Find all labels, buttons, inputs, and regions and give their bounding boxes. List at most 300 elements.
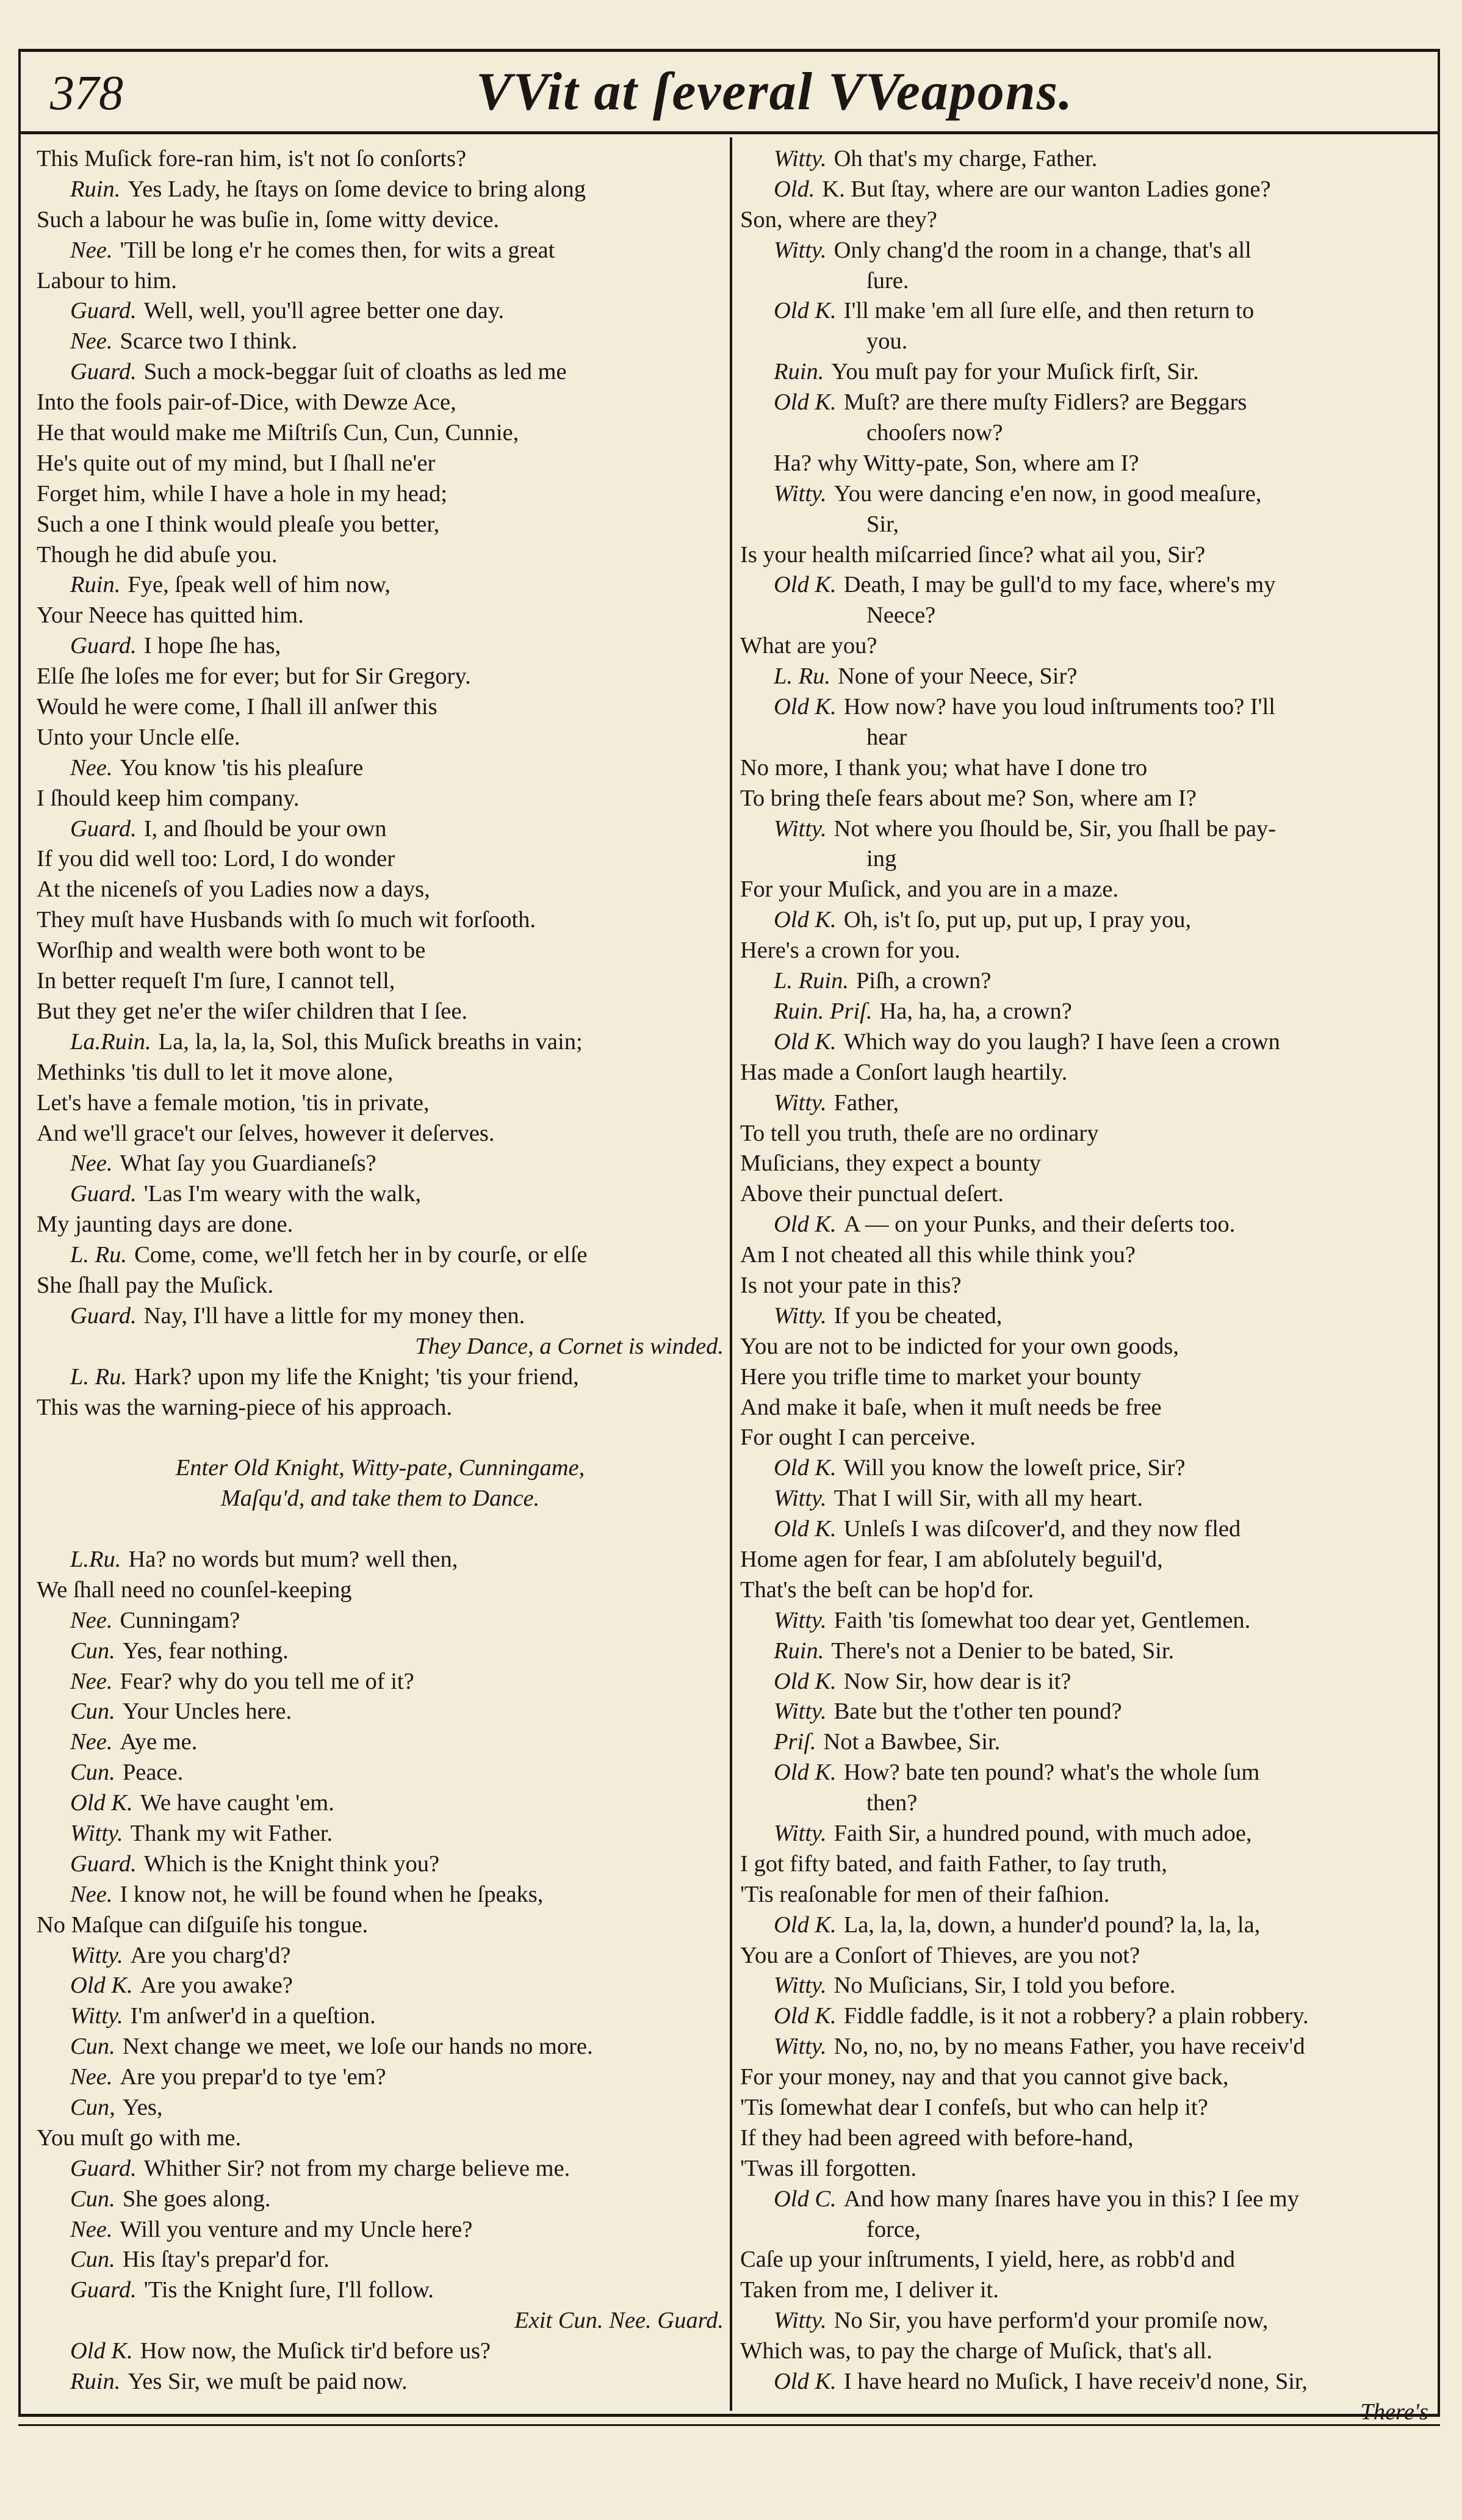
speaker-name: Old K. xyxy=(774,298,837,324)
line-text: La, la, la, la, Sol, this Muſick breaths in vain; xyxy=(158,1028,583,1055)
line-text: force, xyxy=(866,2216,921,2242)
line-text: 'Tis the Knight ſure, I'll follow. xyxy=(143,2277,434,2303)
speaker-name: Old K. xyxy=(774,572,837,598)
line-text: Now Sir, how dear is it? xyxy=(843,1668,1071,1694)
speaker-name: Ruin. xyxy=(774,1637,824,1664)
line-text: For your Muſick, and you are in a maze. xyxy=(740,876,1119,903)
line-text: And make it baſe, when it muſt needs be free xyxy=(740,1394,1162,1420)
speaker-name: Nee. xyxy=(70,237,113,263)
line-text: To tell you truth, theſe are no ordinary xyxy=(740,1120,1099,1146)
line-text: You are not to be indicted for your own goods, xyxy=(740,1333,1179,1359)
line-text: No, no, no, by no means Father, you have receiv'd xyxy=(834,2034,1305,2060)
text-line xyxy=(37,418,724,449)
text-line xyxy=(740,936,1428,966)
line-text: then? xyxy=(866,1790,918,1816)
line-text: My jaunting days are done. xyxy=(37,1211,293,1238)
line-text: Such a mock-beggar ſuit of cloaths as led me xyxy=(143,359,567,385)
speaker-name: Cun. xyxy=(70,1760,115,1786)
text-line xyxy=(740,1362,1428,1393)
line-text: Has made a Conſort laugh heartily. xyxy=(740,1059,1068,1085)
line-text: Whither Sir? not from my charge believe me. xyxy=(143,2155,571,2181)
text-line xyxy=(740,1545,1428,1575)
line-text: What ſay you Guardianeſs? xyxy=(120,1150,376,1177)
line-text: hear xyxy=(866,724,907,750)
line-text: Muſicians, they expect a bounty xyxy=(740,1150,1041,1177)
line-text: I got fifty bated, and faith Father, to ſay truth, xyxy=(740,1850,1167,1877)
text-line xyxy=(740,510,1428,540)
line-text: If you did well too: Lord, I do wonder xyxy=(37,846,395,872)
text-line xyxy=(37,1210,724,1240)
line-text: Scarce two I think. xyxy=(120,328,298,355)
text-line xyxy=(740,1423,1428,1453)
text-line xyxy=(740,1119,1428,1149)
text-line xyxy=(740,631,1428,662)
text-line xyxy=(740,2245,1428,2275)
right-column xyxy=(740,144,1428,2428)
line-text: Unleſs I was diſcover'd, and they now fled xyxy=(843,1516,1241,1542)
text-line xyxy=(740,175,1428,205)
text-line xyxy=(740,1514,1428,1545)
text-line xyxy=(37,875,724,905)
speaker-name: L. Ruin. xyxy=(774,968,849,994)
text-line xyxy=(740,692,1428,723)
text-line xyxy=(37,205,724,236)
text-line xyxy=(740,844,1428,875)
text-line xyxy=(37,2184,724,2215)
text-line xyxy=(740,2367,1428,2397)
text-line xyxy=(740,723,1428,753)
speaker-name: Old. xyxy=(774,176,815,202)
stage-direction xyxy=(37,1484,724,1514)
line-text: Maſqu'd, and take them to Dance. xyxy=(220,1486,540,1512)
text-line xyxy=(740,2275,1428,2306)
line-text: Piſh, a crown? xyxy=(856,968,992,994)
text-line xyxy=(37,357,724,388)
line-text: That I will Sir, with all my heart. xyxy=(834,1486,1143,1512)
speaker-name: Guard. xyxy=(70,1850,137,1877)
speaker-name: Old K. xyxy=(774,2003,837,2029)
line-text: Oh, is't ſo, put up, put up, I pray you, xyxy=(843,907,1192,933)
speaker-name: Nee. xyxy=(70,328,113,355)
text-line xyxy=(37,1119,724,1149)
text-line xyxy=(740,327,1428,357)
line-text: Neece? xyxy=(866,602,936,629)
text-line xyxy=(37,296,724,327)
speaker-name: Old K. xyxy=(774,1912,837,1938)
line-text: There's xyxy=(1360,2399,1428,2425)
text-line xyxy=(37,144,724,175)
text-line xyxy=(740,144,1428,175)
line-text: And we'll grace't our ſelves, however it deſerves. xyxy=(37,1120,495,1146)
line-text: Forget him, while I have a hole in my head; xyxy=(37,480,447,507)
line-text: ing xyxy=(866,846,897,872)
speaker-name: Guard. xyxy=(70,1181,137,1207)
speaker-name: Guard. xyxy=(70,1302,137,1329)
speaker-name: Nee. xyxy=(70,1729,113,1755)
line-text: Only chang'd the room in a change, that's all xyxy=(834,237,1251,263)
line-text: I know not, he will be found when he ſpeaks, xyxy=(120,1881,544,1907)
text-line xyxy=(37,236,724,266)
line-text: A — on your Punks, and their deſerts too. xyxy=(843,1211,1236,1238)
speaker-name: L. Ru. xyxy=(70,1242,128,1268)
speaker-name: Guard. xyxy=(70,298,137,324)
line-text: Muſt? are there muſty Fidlers? are Beggars xyxy=(843,389,1247,416)
text-line xyxy=(37,175,724,205)
speaker-name: Ruin. xyxy=(774,359,824,385)
speaker-name: Witty. xyxy=(774,1089,827,1116)
line-text: Sir, xyxy=(866,511,899,537)
speaker-name: Ruin. xyxy=(70,2369,121,2395)
column-divider xyxy=(730,137,732,2411)
line-text: 'Till be long e'r he comes then, for wits a great xyxy=(120,237,555,263)
line-text: Which way do you laugh? I have ſeen a crown xyxy=(843,1028,1280,1055)
text-line xyxy=(740,2306,1428,2336)
line-text: How now? have you loud inſtruments too? I'll xyxy=(843,694,1275,720)
line-text: They Dance, a Cornet is winded. xyxy=(415,1333,724,1359)
line-text: You were dancing e'en now, in good meaſure, xyxy=(834,480,1262,507)
line-text: Home agen for fear, I am abſolutely beguil'd, xyxy=(740,1546,1163,1572)
line-text: His ſtay's prepar'd for. xyxy=(122,2247,329,2273)
line-text: Are you charg'd? xyxy=(130,1942,291,1968)
text-line xyxy=(37,327,724,357)
blank-line xyxy=(37,1514,724,1545)
text-line xyxy=(740,1910,1428,1941)
speaker-name: Old K. xyxy=(774,1668,837,1694)
text-line xyxy=(740,540,1428,571)
line-text: Oh that's my charge, Father. xyxy=(834,146,1098,171)
text-line xyxy=(740,1758,1428,1788)
stage-direction xyxy=(37,1332,724,1362)
text-line xyxy=(740,1179,1428,1210)
speaker-name: Nee. xyxy=(70,1150,113,1177)
line-text: But they get ne'er the wiſer children that I ſee. xyxy=(37,998,468,1024)
text-line xyxy=(37,1240,724,1271)
text-line xyxy=(740,753,1428,784)
line-text: Will you know the loweſt price, Sir? xyxy=(843,1455,1186,1481)
speaker-name: Old K. xyxy=(70,1790,133,1816)
line-text: Ha, ha, ha, a crown? xyxy=(879,998,1072,1024)
speaker-name: Old C. xyxy=(774,2186,837,2212)
text-line xyxy=(740,2032,1428,2062)
left-column xyxy=(37,144,724,2397)
line-text: You know 'tis his pleaſure xyxy=(120,754,364,781)
line-text: Here's a crown for you. xyxy=(740,937,960,964)
line-text: I have heard no Muſick, I have receiv'd none, Sir, xyxy=(843,2369,1308,2395)
text-line xyxy=(740,1606,1428,1636)
line-text: At the niceneſs of you Ladies now a days, xyxy=(37,876,430,903)
speaker-name: Cun. xyxy=(70,2034,115,2060)
speaker-name: Witty. xyxy=(774,2034,827,2060)
line-text: Though he did abuſe you. xyxy=(37,541,278,568)
text-line xyxy=(740,2154,1428,2184)
speaker-name: Old K. xyxy=(774,694,837,720)
text-line xyxy=(740,997,1428,1027)
text-line xyxy=(740,570,1428,601)
text-line xyxy=(740,1149,1428,1179)
line-text: I'll make 'em all ſure elſe, and then return to xyxy=(843,298,1255,324)
speaker-name: La.Ruin. xyxy=(70,1028,151,1055)
line-text: That's the beſt can be hop'd for. xyxy=(740,1576,1034,1603)
text-line xyxy=(740,1393,1428,1423)
line-text: I ſhould keep him company. xyxy=(37,785,300,811)
text-line xyxy=(740,1210,1428,1240)
speaker-name: Old K. xyxy=(70,1973,133,1999)
line-text: Well, well, you'll agree better one day. xyxy=(143,298,505,324)
text-line xyxy=(740,905,1428,936)
speaker-name: Cun. xyxy=(70,1699,115,1725)
text-line xyxy=(37,2336,724,2367)
line-text: You muſt go with me. xyxy=(37,2125,242,2151)
text-line xyxy=(740,1332,1428,1362)
speaker-name: Witty. xyxy=(774,480,827,507)
line-text: Labour to him. xyxy=(37,267,177,294)
stage-direction xyxy=(37,1453,724,1484)
line-text: If they had been agreed with before-hand, xyxy=(740,2125,1134,2151)
line-text: La, la, la, down, a hunder'd pound? la, la, la, xyxy=(843,1912,1261,1938)
line-text: Aye me. xyxy=(120,1729,198,1755)
line-text: Son, where are they? xyxy=(740,206,937,233)
text-line xyxy=(37,1849,724,1880)
text-line xyxy=(37,266,724,297)
line-text: Yes Sir, we muſt be paid now. xyxy=(128,2369,408,2395)
line-text: Caſe up your inſtruments, I yield, here, as robb'd and xyxy=(740,2247,1235,2273)
line-text: What are you? xyxy=(740,633,877,659)
line-text: 'Tis reaſonable for men of their faſhion. xyxy=(740,1881,1110,1907)
line-text: Peace. xyxy=(122,1760,184,1786)
line-text: He's quite out of my mind, but I ſhall ne'er xyxy=(37,450,436,476)
line-text: None of your Neece, Sir? xyxy=(838,663,1078,690)
speaker-name: Witty. xyxy=(774,1607,827,1633)
text-line xyxy=(37,1027,724,1058)
line-text: How now, the Muſick tir'd before us? xyxy=(140,2338,491,2364)
text-line xyxy=(740,1697,1428,1727)
line-text: Elſe ſhe loſes me for ever; but for Sir Gregory. xyxy=(37,663,471,690)
text-line xyxy=(740,1667,1428,1697)
line-text: To bring theſe fears about me? Son, where am I? xyxy=(740,785,1197,811)
speaker-name: Nee. xyxy=(70,1607,113,1633)
text-line xyxy=(37,1301,724,1332)
line-text: For ought I can perceive. xyxy=(740,1424,976,1451)
text-line xyxy=(37,662,724,692)
line-text: You muſt pay for your Muſick firſt, Sir. xyxy=(831,359,1199,385)
line-text: Unto your Uncle elſe. xyxy=(37,724,240,750)
speaker-name: Witty. xyxy=(774,815,827,842)
text-line xyxy=(37,2215,724,2245)
speaker-name: Witty. xyxy=(70,1820,123,1846)
text-line xyxy=(740,1271,1428,1301)
text-line xyxy=(37,1393,724,1423)
speaker-name: Old K. xyxy=(774,1455,837,1481)
line-text: She goes along. xyxy=(122,2186,271,2212)
text-line xyxy=(740,2123,1428,2154)
speaker-name: Ruin. xyxy=(70,572,121,598)
speaker-name: Witty. xyxy=(774,1302,827,1329)
line-text: No Maſque can diſguiſe his tongue. xyxy=(37,1912,369,1938)
text-line xyxy=(37,1362,724,1393)
text-line xyxy=(740,2215,1428,2245)
header-rule xyxy=(18,131,1440,134)
speaker-name: Cun. xyxy=(70,1637,115,1664)
speaker-name: Witty. xyxy=(774,1486,827,1512)
text-line xyxy=(37,1727,724,1758)
line-text: Fiddle faddle, is it not a robbery? a plain robbery. xyxy=(843,2003,1309,2029)
text-line xyxy=(37,1088,724,1119)
text-line xyxy=(37,1179,724,1210)
text-line xyxy=(740,1027,1428,1058)
speaker-name: Witty. xyxy=(774,1699,827,1725)
line-text: And how many ſnares have you in this? I ſee my xyxy=(843,2186,1299,2212)
line-text: In better requeſt I'm ſure, I cannot tell, xyxy=(37,968,395,994)
text-line xyxy=(740,1301,1428,1332)
speaker-name: Old K. xyxy=(774,1760,837,1786)
line-text: you. xyxy=(866,328,908,355)
text-line xyxy=(37,2062,724,2093)
speaker-name: Witty. xyxy=(774,2308,827,2334)
speaker-name: Old K. xyxy=(774,1028,837,1055)
text-line xyxy=(740,1636,1428,1667)
line-text: Such a labour he was buſie in, ſome witty device. xyxy=(37,206,500,233)
text-line xyxy=(37,479,724,510)
text-line xyxy=(740,236,1428,266)
line-text: We ſhall need no counſel-keeping xyxy=(37,1576,352,1603)
speaker-name: L. Ru. xyxy=(70,1363,128,1390)
text-line xyxy=(37,784,724,814)
text-line xyxy=(37,1667,724,1697)
line-text: Enter Old Knight, Witty-pate, Cunningame, xyxy=(175,1455,585,1481)
text-line xyxy=(37,540,724,571)
line-text: I'm anſwer'd in a queſtion. xyxy=(130,2003,376,2029)
text-line xyxy=(37,2154,724,2184)
line-text: Are you prepar'd to tye 'em? xyxy=(120,2064,386,2090)
line-text: Methinks 'tis dull to let it move alone, xyxy=(37,1059,394,1085)
text-line xyxy=(37,1058,724,1088)
text-line xyxy=(740,2093,1428,2123)
text-line xyxy=(740,662,1428,692)
speaker-name: Old K. xyxy=(774,389,837,416)
text-line xyxy=(37,1971,724,2001)
text-line xyxy=(740,449,1428,479)
line-text: No Muſicians, Sir, I told you before. xyxy=(834,1973,1176,1999)
text-line xyxy=(37,1545,724,1575)
line-text: He that would make me Miſtriſs Cun, Cun, Cunnie, xyxy=(37,420,519,446)
line-text: Faith Sir, a hundred pound, with much adoe, xyxy=(834,1820,1252,1846)
speaker-name: Priſ. xyxy=(774,1729,816,1755)
speaker-name: Witty. xyxy=(774,1973,827,1999)
speaker-name: Guard. xyxy=(70,359,137,385)
text-line xyxy=(37,905,724,936)
text-line xyxy=(740,357,1428,388)
speaker-name: Nee. xyxy=(70,1881,113,1907)
line-text: They muſt have Husbands with ſo much wit forſooth. xyxy=(37,907,536,933)
speaker-name: Witty. xyxy=(774,146,827,171)
line-text: Bate but the t'other ten pound? xyxy=(834,1699,1122,1725)
text-line xyxy=(37,449,724,479)
blank-line xyxy=(37,1423,724,1453)
speaker-name: Cun. xyxy=(70,2186,115,2212)
line-text: Your Uncles here. xyxy=(122,1699,292,1725)
text-line xyxy=(37,2123,724,2154)
line-text: Your Neece has quitted him. xyxy=(37,602,304,629)
line-text: Not where you ſhould be, Sir, you ſhall be pay- xyxy=(834,815,1277,842)
running-title: VVit at ſeveral VVeapons. xyxy=(476,62,1073,121)
line-text: She ſhall pay the Muſick. xyxy=(37,1272,274,1298)
text-line xyxy=(740,2184,1428,2215)
line-text: Faith 'tis ſomewhat too dear yet, Gentlemen. xyxy=(834,1607,1251,1633)
text-line xyxy=(740,601,1428,631)
line-text: ſure. xyxy=(866,267,909,294)
line-text: No Sir, you have perform'd your promiſe now, xyxy=(834,2308,1269,2334)
text-line xyxy=(740,966,1428,997)
line-text: Death, I may be gull'd to my face, where's my xyxy=(843,572,1276,598)
text-line xyxy=(37,1271,724,1301)
line-text: There's not a Denier to be bated, Sir. xyxy=(831,1637,1175,1664)
line-text: How? bate ten pound? what's the whole ſum xyxy=(843,1760,1260,1786)
text-line xyxy=(740,2001,1428,2032)
text-line xyxy=(740,1453,1428,1484)
line-text: Are you awake? xyxy=(140,1973,293,1999)
line-text: Thank my wit Father. xyxy=(130,1820,333,1846)
text-line xyxy=(37,2245,724,2275)
text-line xyxy=(740,2336,1428,2367)
speaker-name: L.Ru. xyxy=(70,1546,121,1572)
speaker-name: Guard. xyxy=(70,2277,137,2303)
line-text: This Muſick fore-ran him, is't not ſo conſorts? xyxy=(37,146,467,171)
text-line xyxy=(37,844,724,875)
line-text: Nay, I'll have a little for my money then. xyxy=(143,1302,525,1329)
line-text: Into the fools pair-of-Dice, with Dewze Ace, xyxy=(37,389,456,416)
line-text: 'Las I'm weary with the walk, xyxy=(143,1181,422,1207)
line-text: Taken from me, I deliver it. xyxy=(740,2277,999,2303)
text-line xyxy=(37,2093,724,2123)
line-text: I hope ſhe has, xyxy=(143,633,281,659)
speaker-name: Nee. xyxy=(70,2216,113,2242)
stage-direction xyxy=(740,2397,1428,2428)
line-text: chooſers now? xyxy=(866,420,1003,446)
line-text: Father, xyxy=(834,1089,899,1116)
text-line xyxy=(37,1941,724,1971)
text-line xyxy=(37,1606,724,1636)
text-line xyxy=(37,1636,724,1667)
text-line xyxy=(37,2001,724,2032)
text-line xyxy=(37,2032,724,2062)
line-text: Worſhip and wealth were both wont to be xyxy=(37,937,426,964)
text-line xyxy=(740,875,1428,905)
text-line xyxy=(740,418,1428,449)
line-text: No more, I thank you; what have I done tro xyxy=(740,754,1148,781)
line-text: Yes, xyxy=(122,2095,163,2120)
line-text: Am I not cheated all this while think you? xyxy=(740,1242,1136,1268)
line-text: Next change we meet, we loſe our hands no more. xyxy=(122,2034,593,2060)
text-line xyxy=(37,1819,724,1849)
line-text: 'Twas ill forgotten. xyxy=(740,2155,917,2181)
text-line xyxy=(37,814,724,845)
line-text: Here you trifle time to market your bounty xyxy=(740,1363,1142,1390)
text-line xyxy=(740,1880,1428,1910)
line-text: Such a one I think would pleaſe you better, xyxy=(37,511,440,537)
speaker-name: Witty. xyxy=(70,1942,123,1968)
text-line xyxy=(37,692,724,723)
text-line xyxy=(740,266,1428,297)
text-line xyxy=(740,205,1428,236)
speaker-name: L. Ru. xyxy=(774,663,831,690)
speaker-name: Witty. xyxy=(774,1820,827,1846)
text-line xyxy=(740,1058,1428,1088)
speaker-name: Guard. xyxy=(70,815,137,842)
page-number: 378 xyxy=(50,67,123,120)
text-line xyxy=(37,2367,724,2397)
text-line xyxy=(740,814,1428,845)
line-text: If you be cheated, xyxy=(834,1302,1003,1329)
